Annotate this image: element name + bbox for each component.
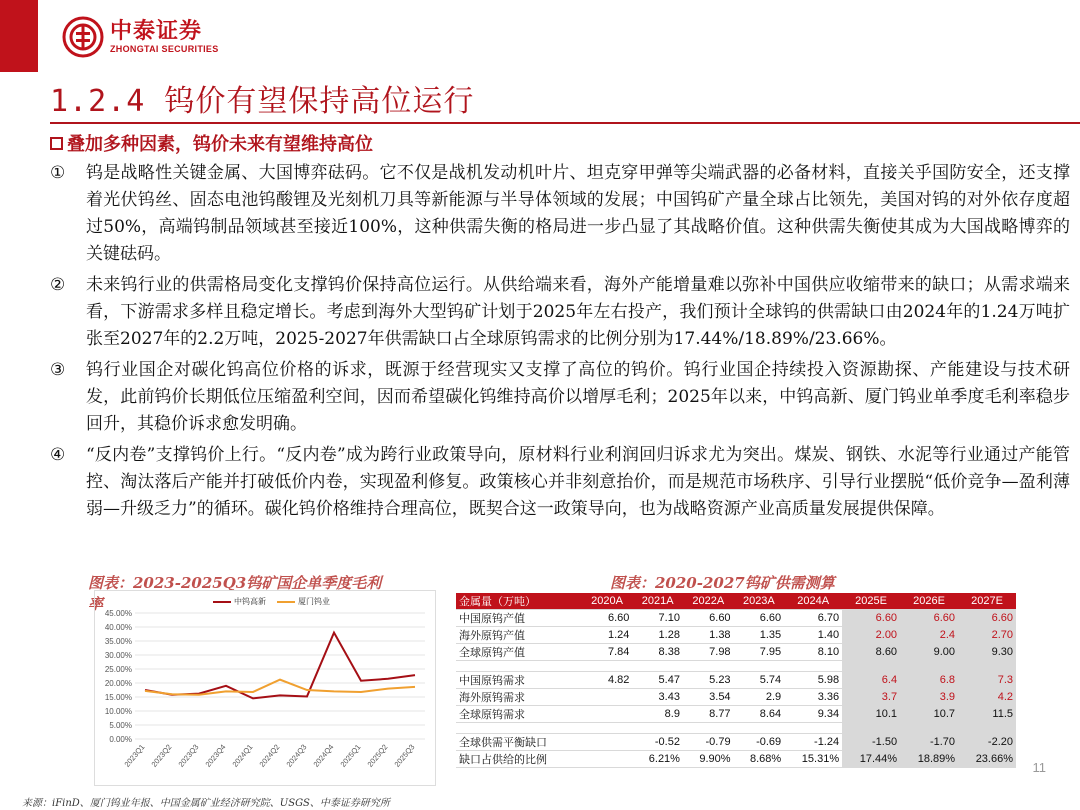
table-cell: 3.7: [842, 689, 900, 706]
brand-name-en: ZHONGTAI SECURITIES: [110, 44, 219, 54]
table-caption: 图表：2020-2027钨矿供需测算: [610, 574, 835, 592]
table-cell: -0.69: [734, 734, 785, 751]
point-number: ①: [50, 163, 66, 183]
y-tick-label: 35.00%: [104, 637, 132, 646]
table-cell: 17.44%: [842, 751, 900, 768]
x-tick-label: 2025Q2: [365, 742, 390, 769]
y-tick-label: 5.00%: [109, 721, 132, 730]
legend-swatch: [277, 601, 295, 603]
table-cell: [456, 661, 582, 672]
brand-logo: [62, 16, 219, 58]
table-cell: 7.84: [582, 644, 633, 661]
page-title: 1.2.4 钨价有望保持高位运行: [50, 84, 475, 119]
table-cell: 5.47: [632, 672, 683, 689]
point-text: 未来钨行业的供需格局变化支撑钨价保持高位运行。从供给端来看，海外产能增量难以弥补中国供应收缩带来的缺口；从需求端来看，下游需求多样且稳定增长。考虑到海外大型钨矿计划于2025年左右投产，我们预计全球钨的供需缺口由2024年的1.24万吨扩张至2027年的2.2万吨，2025-2027年供需缺口占全球原钨需求的比例分别为17.44%/18.89%/23.66%。: [86, 275, 1070, 349]
table-cell: 10.1: [842, 706, 900, 723]
table-cell: 6.60: [842, 610, 900, 627]
table-cell: [958, 661, 1016, 672]
y-tick-label: 20.00%: [104, 679, 132, 688]
section-subtitle: [50, 130, 373, 156]
table-cell: 6.4: [842, 672, 900, 689]
table-cell: 10.7: [900, 706, 958, 723]
table-cell: -1.24: [784, 734, 842, 751]
table-cell: 3.43: [632, 689, 683, 706]
table-cell: 7.3: [958, 672, 1016, 689]
table-cell: 6.8: [900, 672, 958, 689]
table-cell: [582, 751, 633, 768]
chart-plot: [95, 591, 435, 785]
table-cell: [683, 723, 734, 734]
table-header-cell: 2023A: [734, 593, 785, 610]
point-list: [50, 160, 1070, 527]
table-cell: [784, 661, 842, 672]
x-tick-label: 2023Q2: [149, 742, 174, 769]
table-header-cell: 2020A: [582, 593, 633, 610]
table-cell: 23.66%: [958, 751, 1016, 768]
y-tick-label: 10.00%: [104, 707, 132, 716]
table-cell: 全球原钨产值: [456, 644, 582, 661]
point-item: [50, 272, 1070, 353]
x-tick-label: 2023Q1: [122, 742, 147, 769]
table-cell: -0.79: [683, 734, 734, 751]
table-row: [456, 644, 1016, 661]
legend-item: [213, 596, 266, 607]
table-row: [456, 751, 1016, 768]
table-cell: 8.60: [842, 644, 900, 661]
x-tick-label: 2023Q3: [176, 742, 201, 769]
table-cell: 5.23: [683, 672, 734, 689]
table-header-cell: 2025E: [842, 593, 900, 610]
point-item: [50, 160, 1070, 268]
table-cell: [582, 661, 633, 672]
table-row: [456, 706, 1016, 723]
table-cell: 3.54: [683, 689, 734, 706]
point-number: ②: [50, 275, 66, 295]
table-cell: 8.10: [784, 644, 842, 661]
table-cell: 6.60: [900, 610, 958, 627]
table-cell: 9.90%: [683, 751, 734, 768]
y-tick-label: 40.00%: [104, 623, 132, 632]
table-cell: [582, 723, 633, 734]
table-cell: [632, 723, 683, 734]
table-cell: 2.4: [900, 627, 958, 644]
margin-chart: [94, 590, 436, 786]
legend-swatch: [213, 601, 231, 603]
table-cell: 8.64: [734, 706, 785, 723]
point-text: 钨行业国企对碳化钨高位价格的诉求，既源于经营现实又支撑了高位的钨价。钨行业国企持续投入资源勘探、产能建设与技术研发，此前钨价长期低位压缩盈利空间，因而希望碳化钨维持高价以增厚毛利；2025年以来，中钨高新、厦门钨业单季度毛利率稳步回升，其稳价诉求愈发明确。: [86, 360, 1070, 434]
table-cell: 9.34: [784, 706, 842, 723]
table-cell: 3.36: [784, 689, 842, 706]
square-bullet-icon: [50, 137, 63, 150]
table-cell: 8.9: [632, 706, 683, 723]
table-cell: 6.60: [582, 610, 633, 627]
table-cell: 9.00: [900, 644, 958, 661]
table-cell: 8.77: [683, 706, 734, 723]
source-note: 来源：iFinD、厦门钨业年报、中国金属矿业经济研究院、USGS、中泰证券研究所: [22, 798, 390, 809]
table-cell: 7.98: [683, 644, 734, 661]
table-header-row: [456, 593, 1016, 610]
x-tick-label: 2024Q2: [257, 742, 282, 769]
table-cell: 8.38: [632, 644, 683, 661]
legend-label: 厦门钨业: [298, 597, 330, 606]
table-row: [456, 610, 1016, 627]
page-number: 11: [1032, 760, 1046, 775]
table-cell: [582, 706, 633, 723]
table-header-cell: 2022A: [683, 593, 734, 610]
table-cell: 海外原钨产值: [456, 627, 582, 644]
table-cell: [958, 723, 1016, 734]
table-cell: [842, 661, 900, 672]
table-cell: 全球供需平衡缺口: [456, 734, 582, 751]
table-cell: 缺口占供给的比例: [456, 751, 582, 768]
y-tick-label: 45.00%: [104, 609, 132, 618]
table-cell: 5.74: [734, 672, 785, 689]
table-cell: 6.21%: [632, 751, 683, 768]
point-number: ④: [50, 445, 66, 465]
legend-item: [277, 596, 330, 607]
x-tick-label: 2024Q3: [284, 742, 309, 769]
table-cell: 6.60: [734, 610, 785, 627]
table-cell: 6.60: [683, 610, 734, 627]
table-cell: -0.52: [632, 734, 683, 751]
table-cell: 2.9: [734, 689, 785, 706]
table-cell: [784, 723, 842, 734]
title-divider: [50, 122, 1080, 124]
point-text: “反内卷”支撑钨价上行。“反内卷”成为跨行业政策导向，原材料行业利润回归诉求尤为突出。煤炭、钢铁、水泥等行业通过产能管控、淘汰落后产能并打破低价内卷，实现盈利修复。政策核心并非刻意抬价，而是规范市场秩序、引导行业摆脱“低价竞争—盈利薄弱—升级乏力”的循环。碳化钨价格维持合理高位，既契合这一政策导向，也为战略资源产业高质量发展提供保障。: [86, 445, 1070, 519]
table-header-cell: 2026E: [900, 593, 958, 610]
table-cell: [734, 723, 785, 734]
series-line: [145, 633, 415, 699]
table-cell: 4.82: [582, 672, 633, 689]
table-cell: 6.60: [958, 610, 1016, 627]
point-item: [50, 357, 1070, 438]
zhongtai-logo-icon: [62, 16, 104, 58]
table-row: [456, 734, 1016, 751]
table-cell: -2.20: [958, 734, 1016, 751]
y-tick-label: 30.00%: [104, 651, 132, 660]
table-row: [456, 689, 1016, 706]
legend-label: 中钨高新: [234, 597, 266, 606]
table-cell: 2.70: [958, 627, 1016, 644]
x-tick-label: 2024Q1: [230, 742, 255, 769]
point-item: [50, 442, 1070, 523]
table-cell: [582, 689, 633, 706]
table-cell: -1.50: [842, 734, 900, 751]
table-cell: [842, 723, 900, 734]
y-tick-label: 15.00%: [104, 693, 132, 702]
table-cell: [582, 734, 633, 751]
chart-caption-line1: 图表：2023-2025Q3钨矿国企单季度毛利: [88, 574, 382, 592]
table-cell: 11.5: [958, 706, 1016, 723]
x-tick-label: 2025Q3: [392, 742, 417, 769]
table-header-cell: 2024A: [784, 593, 842, 610]
table-row: [456, 661, 1016, 672]
table-cell: 1.28: [632, 627, 683, 644]
table-cell: [632, 661, 683, 672]
header-red-bar: [0, 0, 38, 72]
table-cell: 中国原钨需求: [456, 672, 582, 689]
x-tick-label: 2024Q4: [311, 742, 336, 769]
table-row: [456, 672, 1016, 689]
table-header-cell: 金属量（万吨）: [456, 593, 582, 610]
table-cell: [456, 723, 582, 734]
table-cell: -1.70: [900, 734, 958, 751]
table-cell: 1.35: [734, 627, 785, 644]
table-cell: 2.00: [842, 627, 900, 644]
table-header-cell: 2021A: [632, 593, 683, 610]
x-tick-label: 2025Q1: [338, 742, 363, 769]
table-cell: 1.40: [784, 627, 842, 644]
table-cell: 中国原钨产值: [456, 610, 582, 627]
table-cell: 6.70: [784, 610, 842, 627]
table-cell: 15.31%: [784, 751, 842, 768]
table-cell: 8.68%: [734, 751, 785, 768]
brand-name-cn: 中泰证券: [110, 19, 203, 44]
table-cell: [734, 661, 785, 672]
x-tick-label: 2023Q4: [203, 742, 228, 769]
chart-caption-line2: 率: [88, 595, 104, 613]
table-cell: 3.9: [900, 689, 958, 706]
table-cell: 4.2: [958, 689, 1016, 706]
table-cell: [683, 661, 734, 672]
table-cell: 1.24: [582, 627, 633, 644]
point-text: 钨是战略性关键金属、大国博弈砝码。它不仅是战机发动机叶片、坦克穿甲弹等尖端武器的必备材料，直接关乎国防安全，还支撑着光伏钨丝、固态电池钨酸锂及光刻机刀具等新能源与半导体领域的发展；中国钨矿产量全球占比领先，美国对钨的对外依存度超过50%，高端钨制品领域甚至接近100%，这种供需失衡的格局进一步凸显了其战略价值。这种供需失衡使其成为大国战略博弈的关键砝码。: [86, 163, 1070, 264]
table-row: [456, 627, 1016, 644]
y-tick-label: 25.00%: [104, 665, 132, 674]
table-cell: 5.98: [784, 672, 842, 689]
table-header-cell: 2027E: [958, 593, 1016, 610]
table-cell: [900, 723, 958, 734]
section-subtitle-text: 叠加多种因素，钨价未来有望维持高位: [67, 134, 373, 155]
table-cell: 7.95: [734, 644, 785, 661]
table-cell: 18.89%: [900, 751, 958, 768]
supply-demand-table: [456, 593, 1016, 768]
table-cell: 1.38: [683, 627, 734, 644]
table-cell: 7.10: [632, 610, 683, 627]
y-tick-label: 0.00%: [109, 735, 132, 744]
table-cell: 9.30: [958, 644, 1016, 661]
table-row: [456, 723, 1016, 734]
table-cell: 全球原钨需求: [456, 706, 582, 723]
table-cell: 海外原钨需求: [456, 689, 582, 706]
point-number: ③: [50, 360, 66, 380]
series-line: [145, 680, 415, 695]
table-cell: [900, 661, 958, 672]
